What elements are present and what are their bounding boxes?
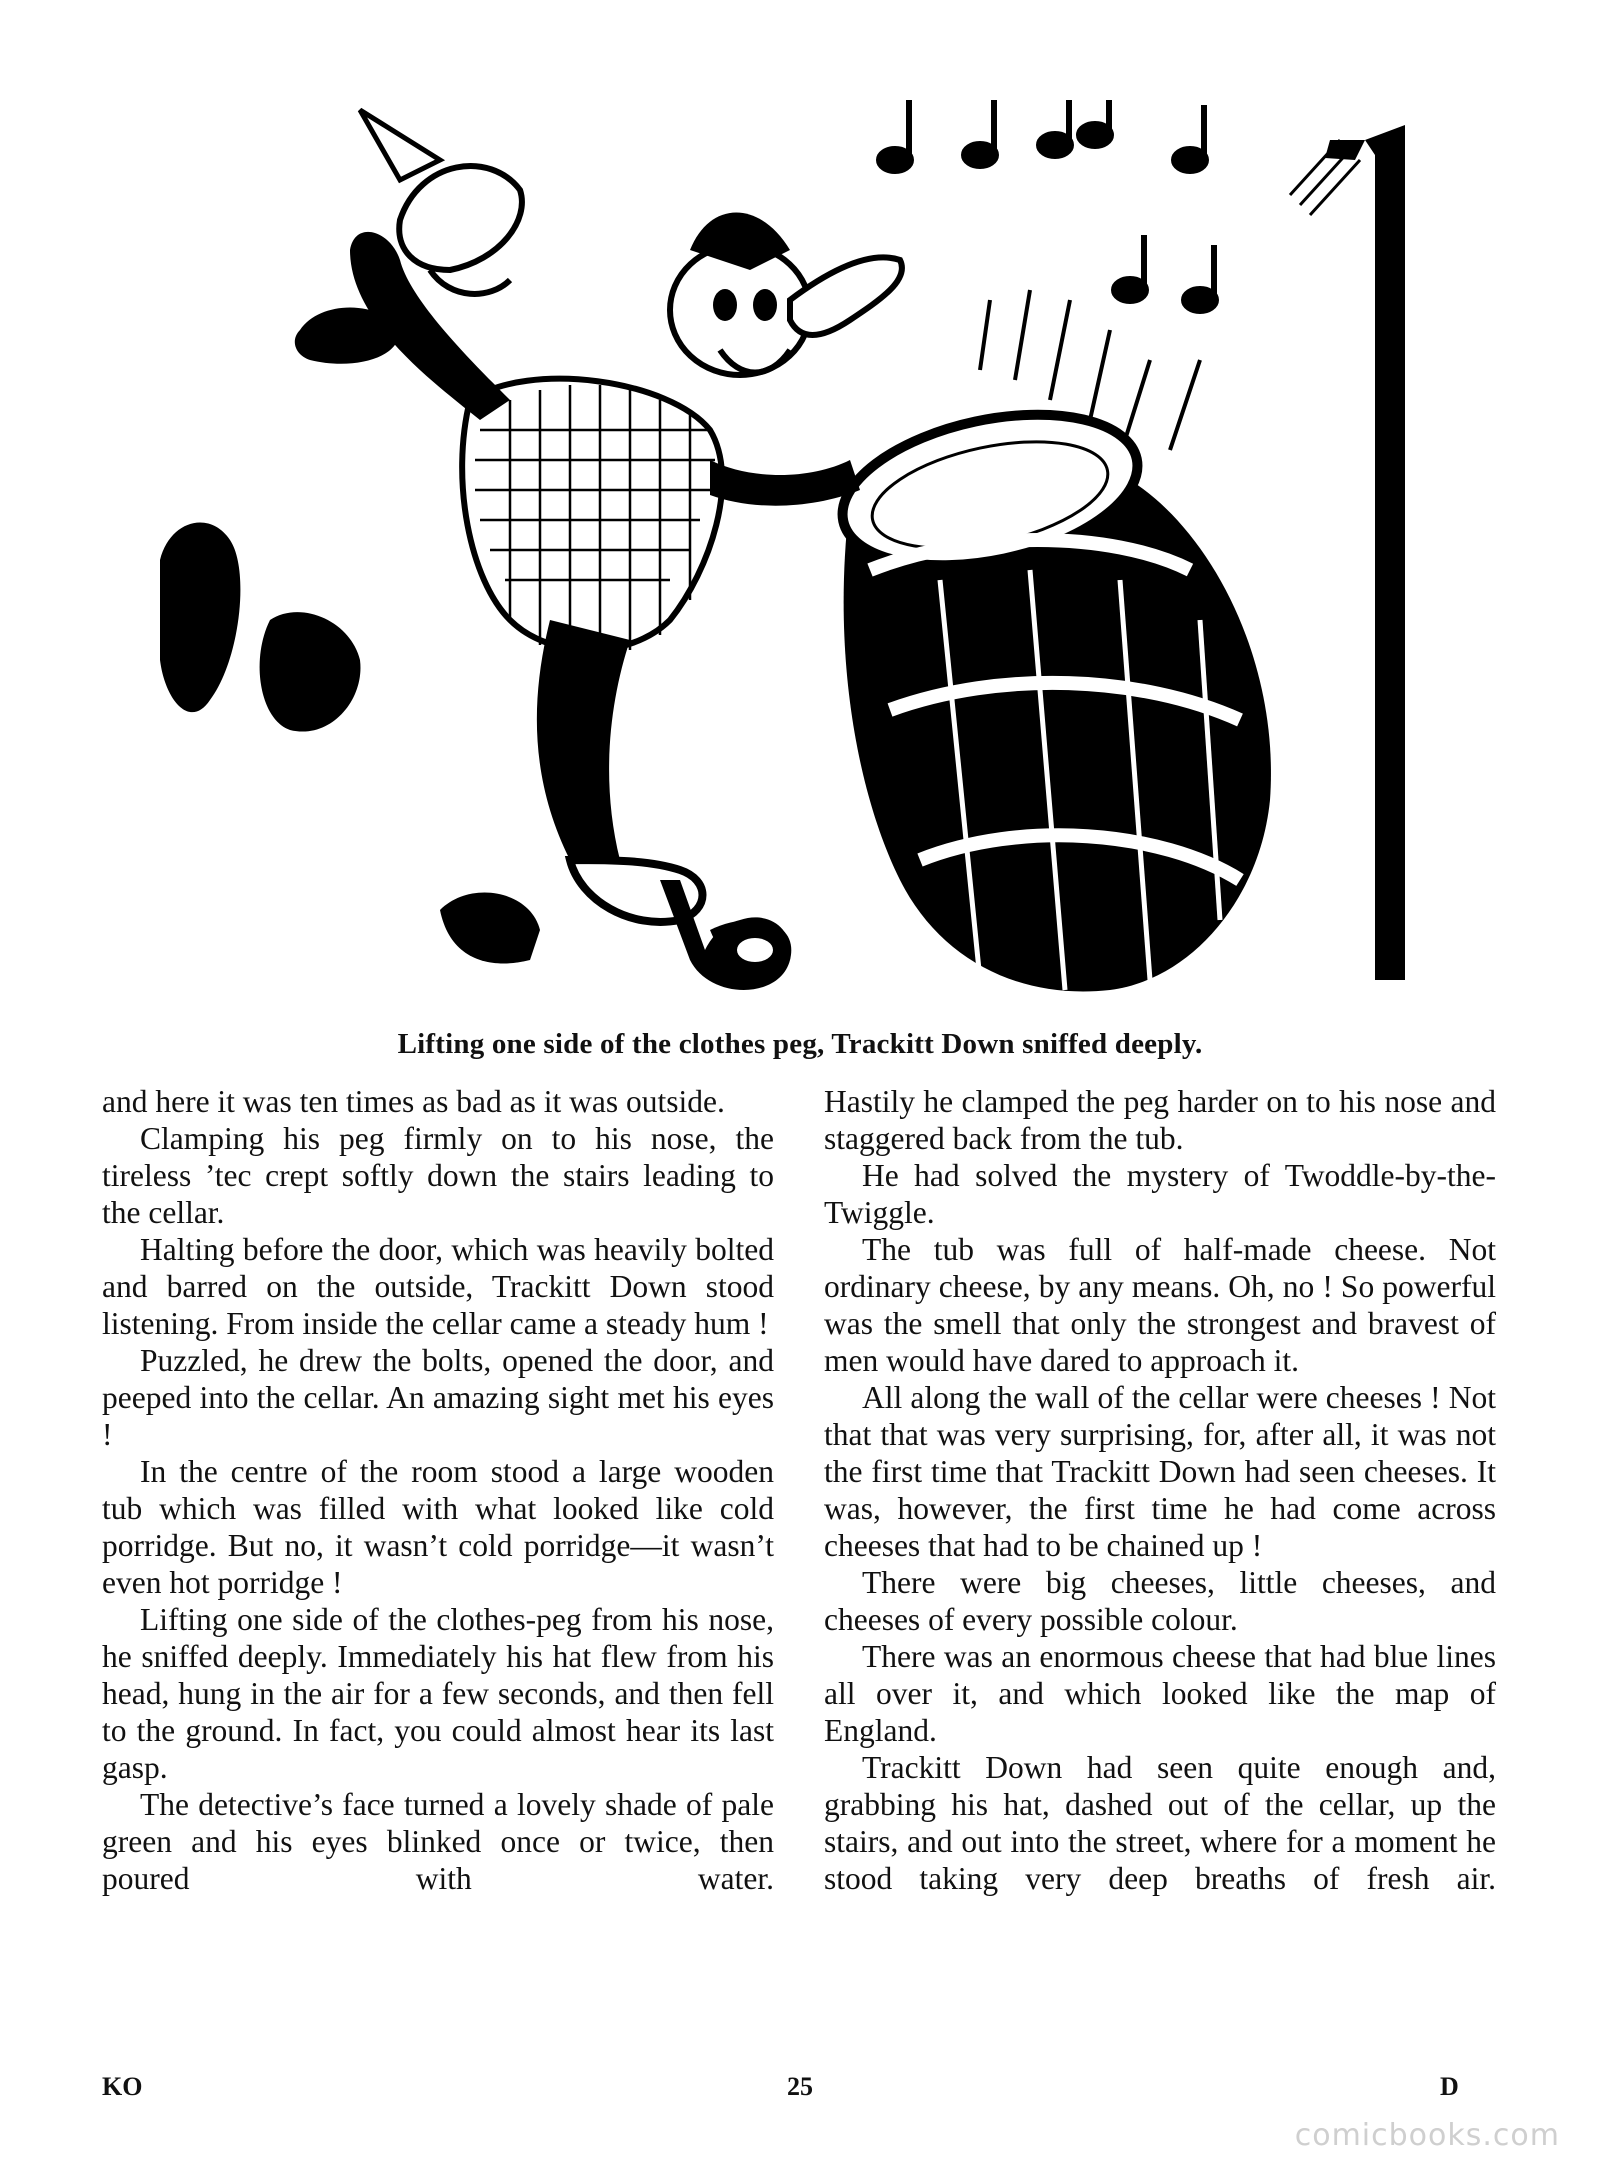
- paragraph: Halting before the door, which was heavily bolted and barred on the outside, Trackitt Down stood listening. From inside the cellar came a steady hum !: [102, 1232, 774, 1341]
- paragraph: The tub was full of half-made cheese. Not ordinary cheese, by any means. Oh, no ! So powerful was the smell that only the strongest and bravest of men would have dared to approach it.: [824, 1232, 1496, 1378]
- paragraph: There were big cheeses, little cheeses, and cheeses of every possible colour.: [824, 1565, 1496, 1637]
- pipe-icon: [660, 880, 791, 990]
- illustration-caption: Lifting one side of the clothes peg, Trackitt Down sniffed deeply.: [397, 1028, 1203, 1060]
- musical-notes-icon: [879, 100, 1216, 311]
- right-text-column: [824, 1083, 1496, 1897]
- paragraph: All along the wall of the cellar were cheeses ! Not that that was very surprising, for, after all, it was not the first time that Trackitt Down had seen cheeses. It was, however, the first time he had come across cheeses that had to be chained up !: [824, 1380, 1496, 1563]
- paragraph: Lifting one side of the clothes-peg from his nose, he sniffed deeply. Immediately his hat flew from his head, hung in the air for a few seconds, and then fell to the ground. In fact, you could almost hear its last gasp.: [102, 1602, 774, 1785]
- paragraph: Hastily he clamped the peg harder on to his nose and staggered back from the tub.: [824, 1084, 1496, 1156]
- detective-barrel-illustration: [150, 100, 1450, 1010]
- paragraph: Clamping his peg firmly on to his nose, the tireless ’tec crept softly down the stairs leading to the cellar.: [102, 1121, 774, 1230]
- paragraph: Puzzled, he drew the bolts, opened the door, and peeped into the cellar. An amazing sight met his eyes !: [102, 1343, 774, 1452]
- page-number: 25: [787, 2072, 813, 2101]
- paragraph: The detective’s face turned a lovely shade of pale green and his eyes blinked once or twice, then poured with water.: [102, 1787, 774, 1896]
- left-text-column: [102, 1083, 774, 1897]
- footer-signature-left: KO: [102, 2072, 143, 2101]
- paragraph: Trackitt Down had seen quite enough and, grabbing his hat, dashed out of the cellar, up the stairs, and out into the street, where for a moment he stood taking very deep breaths of fresh air.: [824, 1750, 1496, 1896]
- barrel-icon: [829, 390, 1271, 991]
- paragraph: There was an enormous cheese that had blue lines all over it, and which looked like the map of England.: [824, 1639, 1496, 1748]
- paragraph: In the centre of the room stood a large wooden tub which was filled with what looked like cold porridge. But no, it wasn’t cold porridge—it wasn’t even hot porridge !: [102, 1454, 774, 1600]
- paragraph: He had solved the mystery of Twoddle-by-the-Twiggle.: [824, 1158, 1496, 1230]
- paragraph: and here it was ten times as bad as it was outside.: [102, 1084, 725, 1119]
- footer-signature-right: D: [1440, 2072, 1459, 2101]
- detective-icon: [295, 213, 902, 922]
- watermark: comicbooks.com: [1294, 2118, 1560, 2153]
- wall-icon: [1290, 125, 1405, 980]
